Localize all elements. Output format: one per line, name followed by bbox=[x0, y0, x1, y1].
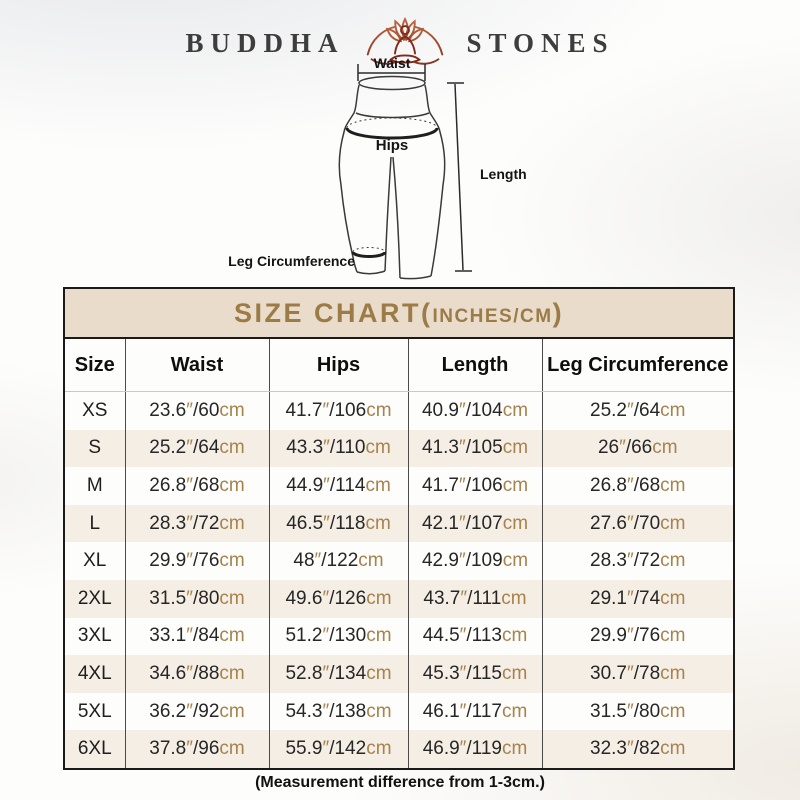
measurement-unit: ″ bbox=[619, 437, 626, 459]
measurement-unit: cm bbox=[366, 587, 392, 609]
measurement-value: 34.6 bbox=[149, 662, 187, 684]
measurement-unit: ″ bbox=[186, 437, 193, 459]
length-label: Length bbox=[480, 166, 527, 182]
measurement-unit: cm bbox=[660, 625, 686, 647]
measurement-value: /66 bbox=[625, 437, 653, 459]
size-cell: M bbox=[86, 474, 103, 496]
column-header-size: Size bbox=[65, 339, 125, 392]
size-cell: 5XL bbox=[77, 700, 112, 722]
column-header-length: Length bbox=[408, 339, 542, 392]
measurement-value: 28.3 bbox=[149, 512, 187, 534]
leg-cell bbox=[542, 580, 733, 618]
table-row bbox=[65, 430, 733, 468]
measurement-value: /106 bbox=[465, 474, 503, 496]
measurement-value: 46.5 bbox=[286, 512, 324, 534]
measurement-value: /92 bbox=[192, 700, 220, 722]
measurement-unit: cm bbox=[366, 662, 392, 684]
measurement-unit: cm bbox=[219, 625, 245, 647]
measurement-unit: ″ bbox=[627, 700, 634, 722]
measurement-value: /105 bbox=[465, 437, 503, 459]
waist-cell bbox=[125, 542, 269, 580]
measurement-unit: cm bbox=[502, 550, 529, 572]
size-chart-title-main: SIZE CHART( bbox=[233, 298, 433, 328]
length-cell bbox=[408, 618, 542, 656]
waist-cell bbox=[125, 392, 269, 430]
measurement-value: /119 bbox=[466, 738, 502, 760]
measurement-unit: cm bbox=[366, 700, 392, 722]
measurement-value: 26.8 bbox=[149, 474, 187, 496]
column-header-leg-circumference: Leg Circumference bbox=[542, 339, 733, 392]
measurement-note: (Measurement difference from 1-3cm.) bbox=[255, 774, 545, 791]
length-cell bbox=[408, 693, 542, 731]
measurement-value: /74 bbox=[633, 587, 661, 609]
table-row bbox=[65, 618, 733, 656]
measurement-value: /72 bbox=[633, 550, 661, 572]
size-chart-title-units: INCHES/CM bbox=[432, 306, 553, 327]
table-row bbox=[65, 392, 733, 430]
measurement-unit: cm bbox=[219, 550, 245, 572]
leg-cell bbox=[542, 467, 733, 505]
measurement-value: 43.3 bbox=[286, 437, 324, 459]
measurement-unit: ″ bbox=[322, 587, 330, 609]
table-row bbox=[65, 580, 733, 618]
waist-cell bbox=[125, 430, 269, 468]
measurement-value: /84 bbox=[192, 625, 220, 647]
measurement-value: /110 bbox=[329, 437, 366, 459]
length-cell bbox=[408, 392, 542, 430]
measurement-unit: cm bbox=[501, 700, 528, 722]
measurement-unit: cm bbox=[660, 512, 686, 534]
measurement-value: 44.5 bbox=[422, 625, 460, 647]
measurement-value: 36.2 bbox=[149, 700, 187, 722]
measurement-value: /76 bbox=[633, 625, 661, 647]
measurement-unit: ″ bbox=[458, 399, 466, 421]
hips-cell bbox=[269, 430, 408, 468]
measurement-unit: ″ bbox=[186, 738, 193, 760]
hips-cell bbox=[269, 505, 408, 543]
measurement-unit: ″ bbox=[627, 662, 634, 684]
leg-cell bbox=[542, 618, 733, 656]
measurement-unit: cm bbox=[660, 399, 686, 421]
measurement-value: /70 bbox=[633, 512, 661, 534]
measurement-value: 49.6 bbox=[285, 587, 323, 609]
leg-cell bbox=[542, 655, 733, 693]
measurement-unit: ″ bbox=[460, 587, 468, 609]
measurement-value: /138 bbox=[329, 700, 367, 722]
measurement-unit: cm bbox=[652, 437, 678, 459]
measurement-unit: ″ bbox=[186, 662, 193, 684]
measurement-value: /64 bbox=[633, 399, 661, 421]
leg-circumference-label: Leg Circumference bbox=[228, 253, 355, 269]
waist-cell bbox=[125, 505, 269, 543]
measurement-unit: ″ bbox=[458, 437, 466, 459]
size-cell: 2XL bbox=[77, 587, 112, 609]
measurement-value: 31.5 bbox=[590, 700, 627, 722]
measurement-value: /142 bbox=[329, 738, 367, 760]
measurement-value: 42.9 bbox=[421, 550, 459, 572]
measurement-value: /117 bbox=[466, 700, 502, 722]
hips-cell bbox=[269, 580, 408, 618]
size-cell: 4XL bbox=[77, 662, 112, 684]
leg-cell bbox=[542, 392, 733, 430]
measurement-value: 27.6 bbox=[590, 512, 627, 534]
measurement-value: /126 bbox=[329, 587, 367, 609]
measurement-unit: cm bbox=[501, 587, 527, 609]
measurement-value: /68 bbox=[633, 474, 661, 496]
table-row bbox=[65, 467, 733, 505]
measurement-unit: ″ bbox=[323, 474, 330, 496]
measurement-unit: cm bbox=[365, 474, 391, 496]
table-row bbox=[65, 542, 733, 580]
measurement-unit: ″ bbox=[186, 700, 193, 722]
measurement-value: 30.7 bbox=[590, 662, 627, 684]
measurement-unit: cm bbox=[219, 738, 245, 760]
leg-cell bbox=[542, 542, 733, 580]
measurement-unit: ″ bbox=[459, 625, 467, 647]
measurement-unit: ″ bbox=[627, 587, 634, 609]
measurement-value: 29.9 bbox=[149, 550, 187, 572]
measurement-value: /80 bbox=[633, 700, 661, 722]
measurement-unit: cm bbox=[366, 738, 392, 760]
length-cell bbox=[408, 580, 542, 618]
measurement-value: /111 bbox=[467, 587, 502, 609]
measurement-value: 26.8 bbox=[590, 474, 627, 496]
measurement-value: /115 bbox=[466, 662, 502, 684]
measurement-value: /68 bbox=[192, 474, 220, 496]
size-cell: XS bbox=[82, 399, 108, 421]
waist-cell bbox=[125, 580, 269, 618]
measurement-value: 48 bbox=[293, 550, 315, 572]
measurement-value: 28.3 bbox=[590, 550, 627, 572]
hips-cell bbox=[269, 392, 408, 430]
waist-label: Waist bbox=[373, 55, 411, 71]
measurement-value: 26 bbox=[597, 437, 620, 459]
measurement-value: /113 bbox=[466, 625, 502, 647]
waist-cell bbox=[125, 618, 269, 656]
waist-cell bbox=[125, 693, 269, 731]
measurement-value: /107 bbox=[465, 512, 503, 534]
measurement-unit: cm bbox=[660, 662, 686, 684]
measurement-value: 45.3 bbox=[422, 662, 460, 684]
hips-cell bbox=[269, 542, 408, 580]
measurement-value: 54.3 bbox=[285, 700, 323, 722]
size-cell: 3XL bbox=[77, 625, 112, 647]
size-table-body bbox=[65, 392, 733, 768]
measurement-value: /122 bbox=[321, 550, 359, 572]
table-row bbox=[65, 655, 733, 693]
measurement-unit: cm bbox=[502, 474, 529, 496]
column-header-waist: Waist bbox=[125, 339, 269, 392]
measurement-value: /134 bbox=[329, 662, 367, 684]
measurement-value: 25.2 bbox=[149, 437, 187, 459]
measurement-unit: ″ bbox=[322, 738, 330, 760]
measurement-unit: ″ bbox=[627, 512, 634, 534]
measurement-unit: cm bbox=[365, 437, 391, 459]
size-cell: S bbox=[88, 437, 102, 459]
measurement-unit: cm bbox=[502, 399, 529, 421]
measurement-unit: cm bbox=[219, 700, 245, 722]
pants-measurement-diagram bbox=[0, 0, 800, 290]
size-table bbox=[65, 339, 733, 768]
measurement-unit: ″ bbox=[322, 700, 330, 722]
measurement-unit: ″ bbox=[186, 550, 193, 572]
length-cell bbox=[408, 505, 542, 543]
measurement-unit: ″ bbox=[186, 474, 193, 496]
measurement-unit: ″ bbox=[459, 738, 467, 760]
measurement-value: /114 bbox=[329, 474, 366, 496]
measurement-value: /60 bbox=[192, 399, 220, 421]
hips-cell bbox=[269, 693, 408, 731]
size-cell: XL bbox=[83, 550, 107, 572]
measurement-value: 29.9 bbox=[590, 625, 627, 647]
measurement-value: 31.5 bbox=[149, 587, 187, 609]
measurement-value: 40.9 bbox=[421, 399, 459, 421]
measurement-unit: cm bbox=[660, 474, 686, 496]
measurement-value: 51.2 bbox=[285, 625, 323, 647]
measurement-value: 55.9 bbox=[285, 738, 323, 760]
measurement-value: /64 bbox=[192, 437, 220, 459]
measurement-value: /82 bbox=[633, 738, 661, 760]
measurement-value: /106 bbox=[329, 399, 367, 421]
measurement-value: /130 bbox=[329, 625, 367, 647]
measurement-unit: cm bbox=[660, 587, 686, 609]
column-header-row bbox=[65, 339, 733, 392]
length-cell bbox=[408, 542, 542, 580]
measurement-unit: ″ bbox=[627, 550, 634, 572]
measurement-value: 52.8 bbox=[285, 662, 323, 684]
measurement-value: /88 bbox=[192, 662, 220, 684]
leg-cell bbox=[542, 730, 733, 768]
measurement-unit: ″ bbox=[323, 437, 330, 459]
leg-cell bbox=[542, 693, 733, 731]
hips-cell bbox=[269, 618, 408, 656]
measurement-value: 23.6 bbox=[149, 399, 187, 421]
measurement-unit: ″ bbox=[627, 625, 634, 647]
brand-name-left: BUDDHA bbox=[185, 27, 345, 58]
measurement-unit: cm bbox=[366, 399, 392, 421]
measurement-value: 44.9 bbox=[286, 474, 324, 496]
measurement-value: 41.3 bbox=[421, 437, 459, 459]
measurement-unit: ″ bbox=[322, 625, 330, 647]
measurement-unit: cm bbox=[219, 399, 245, 421]
measurement-value: /104 bbox=[465, 399, 503, 421]
measurement-unit: cm bbox=[502, 437, 529, 459]
hips-label: Hips bbox=[375, 137, 409, 154]
measurement-value: 41.7 bbox=[421, 474, 459, 496]
measurement-unit: ″ bbox=[459, 700, 467, 722]
measurement-unit: cm bbox=[502, 512, 529, 534]
measurement-unit: cm bbox=[660, 738, 686, 760]
leg-cell bbox=[542, 505, 733, 543]
measurement-value: /109 bbox=[465, 550, 503, 572]
length-cell bbox=[408, 430, 542, 468]
table-row bbox=[65, 693, 733, 731]
length-cell bbox=[408, 467, 542, 505]
measurement-unit: ″ bbox=[458, 512, 466, 534]
measurement-unit: ″ bbox=[186, 587, 193, 609]
measurement-unit: ″ bbox=[459, 662, 467, 684]
table-row bbox=[65, 730, 733, 768]
column-header-hips: Hips bbox=[269, 339, 408, 392]
measurement-unit: ″ bbox=[186, 399, 193, 421]
size-cell: 6XL bbox=[77, 738, 112, 760]
table-row bbox=[65, 505, 733, 543]
measurement-value: /78 bbox=[633, 662, 661, 684]
measurement-value: /80 bbox=[192, 587, 220, 609]
measurement-unit: cm bbox=[366, 625, 392, 647]
measurement-unit: ″ bbox=[627, 738, 634, 760]
measurement-unit: ″ bbox=[186, 512, 193, 534]
measurement-unit: ″ bbox=[323, 512, 330, 534]
hips-cell bbox=[269, 730, 408, 768]
hips-cell bbox=[269, 467, 408, 505]
measurement-unit: ″ bbox=[314, 550, 322, 572]
waist-cell bbox=[125, 655, 269, 693]
measurement-value: /96 bbox=[192, 738, 220, 760]
length-cell bbox=[408, 655, 542, 693]
measurement-value: 41.7 bbox=[285, 399, 323, 421]
measurement-unit: ″ bbox=[458, 550, 466, 572]
measurement-unit: ″ bbox=[322, 662, 330, 684]
measurement-unit: cm bbox=[219, 587, 245, 609]
measurement-unit: ″ bbox=[627, 474, 634, 496]
measurement-unit: cm bbox=[660, 700, 686, 722]
measurement-unit: cm bbox=[501, 738, 528, 760]
measurement-unit: cm bbox=[358, 550, 384, 572]
measurement-value: 46.9 bbox=[422, 738, 460, 760]
measurement-value: 25.2 bbox=[590, 399, 627, 421]
measurement-unit: cm bbox=[660, 550, 686, 572]
measurement-unit: cm bbox=[365, 512, 391, 534]
measurement-unit: cm bbox=[501, 625, 528, 647]
measurement-value: 29.1 bbox=[590, 587, 627, 609]
measurement-value: 46.1 bbox=[422, 700, 460, 722]
size-chart bbox=[63, 287, 735, 770]
measurement-unit: ″ bbox=[322, 399, 330, 421]
measurement-value: 33.1 bbox=[149, 625, 187, 647]
measurement-unit: cm bbox=[219, 437, 245, 459]
brand-name-right: STONES bbox=[466, 27, 615, 58]
measurement-value: 37.8 bbox=[149, 738, 187, 760]
measurement-unit: cm bbox=[501, 662, 528, 684]
measurement-unit: ″ bbox=[627, 399, 634, 421]
measurement-unit: cm bbox=[219, 512, 245, 534]
measurement-unit: cm bbox=[219, 474, 245, 496]
size-chart-title bbox=[65, 289, 733, 339]
measurement-value: 32.3 bbox=[590, 738, 627, 760]
hips-cell bbox=[269, 655, 408, 693]
measurement-unit: ″ bbox=[186, 625, 193, 647]
length-cell bbox=[408, 730, 542, 768]
measurement-value: /118 bbox=[329, 512, 366, 534]
measurement-value: 42.1 bbox=[421, 512, 459, 534]
measurement-unit: ″ bbox=[458, 474, 466, 496]
size-cell: L bbox=[89, 512, 101, 534]
measurement-value: /72 bbox=[192, 512, 220, 534]
measurement-unit: cm bbox=[219, 662, 245, 684]
measurement-value: /76 bbox=[192, 550, 220, 572]
waist-cell bbox=[125, 467, 269, 505]
leg-cell bbox=[542, 430, 733, 468]
waist-cell bbox=[125, 730, 269, 768]
size-chart-title-close: ) bbox=[552, 298, 565, 328]
measurement-value: 43.7 bbox=[423, 587, 461, 609]
